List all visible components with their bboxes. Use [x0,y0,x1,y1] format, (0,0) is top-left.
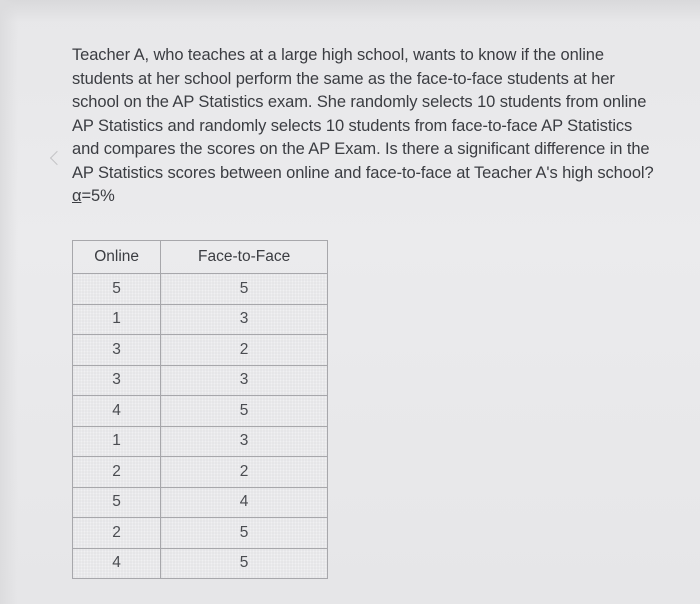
table-row [73,274,328,305]
face-to-face-score: 3 [161,426,328,457]
table-header-row [73,241,328,274]
table-row [73,396,328,427]
face-to-face-score: 5 [161,518,328,549]
photo-shade-left [0,0,18,604]
alpha-symbol: α [72,187,82,205]
question-body: Teacher A, who teaches at a large high school, wants to know if the online students at her school perform the same as the face-to-face students at her school on the AP Statistics exam. She randomly selects 10 students from online AP Statistics and randomly selects 10 students from face-to-face AP Statistics and compares the scores on the AP Exam. Is there a significant difference in the AP Statistics scores between online and face-to-face at Teacher A's high school? [72,46,654,182]
photo-shade-top [0,0,700,22]
table-row [73,548,328,579]
table-row [73,304,328,335]
online-score: 3 [73,365,161,396]
header-face-to-face: Face-to-Face [161,241,328,274]
online-score: 5 [73,274,161,305]
face-to-face-score: 3 [161,365,328,396]
online-score: 4 [73,396,161,427]
alpha-value: =5% [81,187,115,205]
online-score: 2 [73,518,161,549]
header-online: Online [73,241,161,274]
face-to-face-score: 5 [161,548,328,579]
face-to-face-score: 5 [161,396,328,427]
face-to-face-score: 4 [161,487,328,518]
question-text [72,44,662,209]
face-to-face-score: 2 [161,335,328,366]
table-row [73,457,328,488]
face-to-face-score: 5 [161,274,328,305]
online-score: 1 [73,304,161,335]
table-row [73,487,328,518]
table-row [73,365,328,396]
chevron-left-icon [50,151,64,165]
face-to-face-score: 3 [161,304,328,335]
face-to-face-score: 2 [161,457,328,488]
online-score: 1 [73,426,161,457]
table-row [73,518,328,549]
online-score: 2 [73,457,161,488]
online-score: 5 [73,487,161,518]
online-score: 4 [73,548,161,579]
online-score: 3 [73,335,161,366]
scores-table [72,240,328,579]
table-row [73,426,328,457]
table-row [73,335,328,366]
